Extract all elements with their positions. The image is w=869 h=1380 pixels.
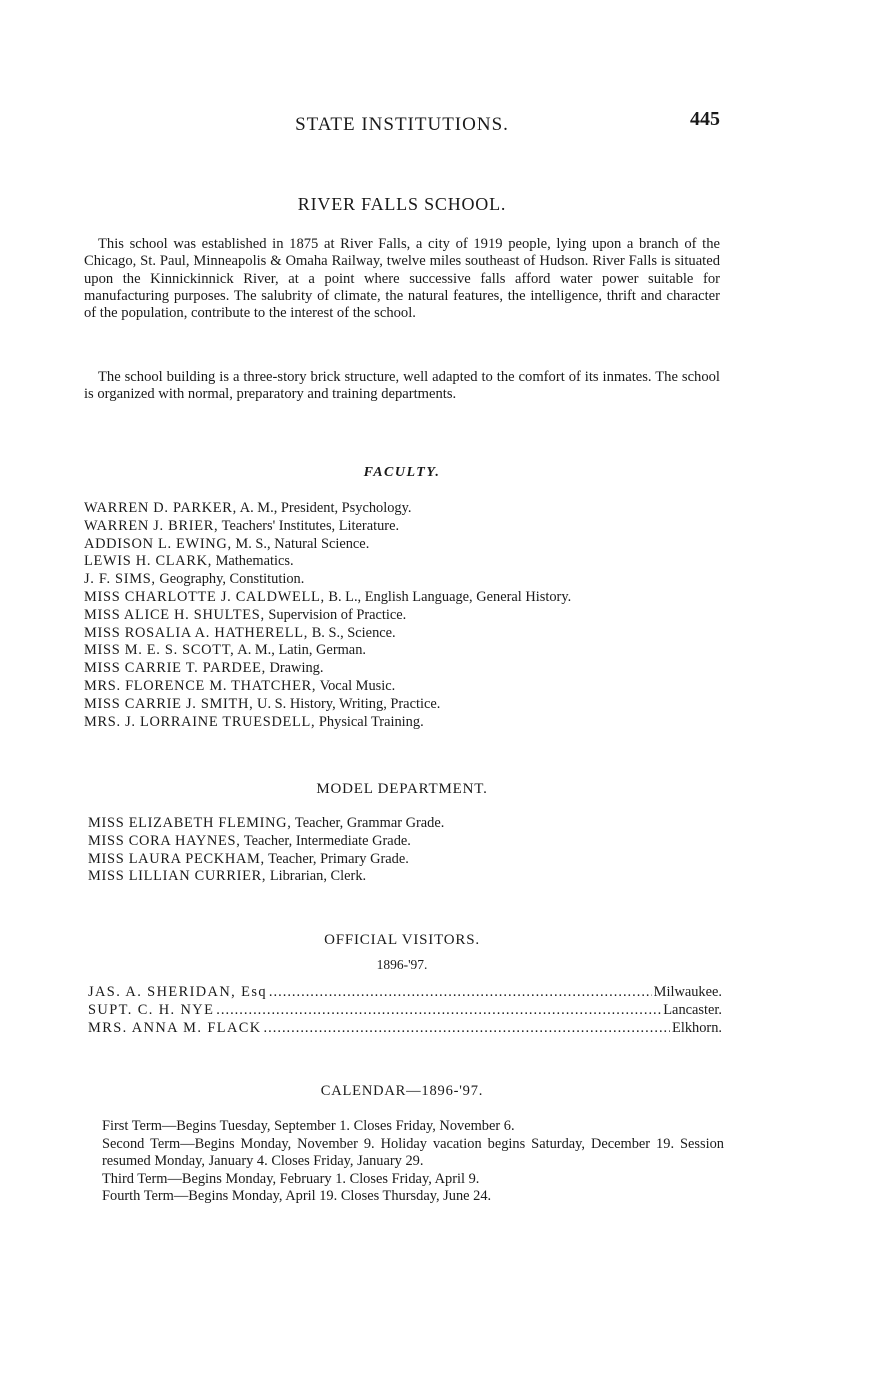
running-title: STATE INSTITUTIONS. [295, 114, 509, 135]
person-detail: A. M., President, Psychology. [239, 500, 412, 516]
person-detail: Supervision of Practice. [268, 606, 407, 623]
faculty-list [84, 500, 571, 731]
calendar-term: First Term—Begins Tuesday, September 1. Closes Friday, November 6. [102, 1118, 515, 1134]
model-department-member [88, 851, 444, 869]
visitor-row [88, 1002, 722, 1020]
person-detail: Teacher, Grammar Grade. [294, 815, 445, 831]
faculty-member [84, 642, 571, 660]
page-title: RIVER FALLS SCHOOL. [297, 194, 507, 214]
model-department-heading: MODEL DEPARTMENT. [316, 781, 488, 797]
person-detail: Librarian, Clerk. [269, 868, 367, 885]
person-detail: A. M., Latin, German. [237, 642, 366, 659]
person-detail: B. S., Science. [311, 624, 396, 641]
visitor-place: Lancaster. [663, 1002, 722, 1018]
person-name: MISS ELIZABETH FLEMING, [88, 815, 292, 831]
person-name: MRS. FLORENCE M. THATCHER, [84, 677, 317, 694]
visitor-row [88, 984, 722, 1002]
person-detail: Physical Training. [318, 713, 424, 730]
visitor-place: Milwaukee. [653, 984, 722, 1000]
model-department-list [88, 815, 444, 886]
person-name: MRS. J. LORRAINE TRUESDELL, [84, 713, 316, 730]
leader-dots [264, 1020, 670, 1037]
person-detail: Drawing. [269, 660, 324, 677]
building-paragraph: The school building is a three-story brick structure, well adapted to the comfort of its inmates. The school is organized with normal, preparatory and training departments. [84, 369, 720, 403]
model-department-member [88, 815, 444, 833]
person-name: MISS ROSALIA A. HATHERELL, [84, 624, 309, 641]
page-header [84, 108, 720, 140]
leader-dots [216, 1002, 661, 1019]
visitor-row [88, 1020, 722, 1038]
faculty-member [84, 553, 571, 571]
calendar-term: Fourth Term—Begins Monday, April 19. Closes Thursday, June 24. [102, 1188, 492, 1205]
person-detail: Teacher, Intermediate Grade. [243, 832, 411, 849]
faculty-member [84, 696, 571, 714]
person-name: LEWIS H. CLARK, [84, 553, 213, 570]
person-name: J. F. SIMS, [84, 571, 156, 588]
person-detail: U. S. History, Writing, Practice. [257, 695, 441, 712]
calendar-list [102, 1118, 724, 1206]
person-name: WARREN D. PARKER, [84, 500, 237, 516]
person-detail: B. L., English Language, General History. [328, 588, 572, 605]
person-name: MISS CHARLOTTE J. CALDWELL, [84, 588, 325, 605]
person-detail: Vocal Music. [319, 677, 396, 694]
person-name: ADDISON L. EWING, [84, 535, 232, 552]
visitor-name: JAS. A. SHERIDAN, Esq [88, 984, 267, 1000]
visitor-name: SUPT. C. H. NYE [88, 1002, 215, 1018]
person-name: MISS CARRIE T. PARDEE, [84, 660, 266, 677]
faculty-member [84, 536, 571, 554]
person-name: MISS LAURA PECKHAM, [88, 850, 265, 867]
person-detail: Mathematics. [215, 553, 294, 570]
calendar-term: Second Term—Begins Monday, November 9. Holiday vacation begins Saturday, December 19. Session resumed Monday, January 4. Closes Friday, January 29. [102, 1135, 724, 1170]
person-detail: M. S., Natural Science. [235, 535, 370, 552]
person-name: MISS LILLIAN CURRIER, [88, 868, 267, 885]
person-detail: Teachers' Institutes, Literature. [221, 517, 400, 534]
faculty-member [84, 714, 571, 732]
faculty-member [84, 518, 571, 536]
person-name: MISS CARRIE J. SMITH, [84, 695, 254, 712]
faculty-heading: FACULTY. [363, 465, 441, 480]
official-visitors-heading: OFFICIAL VISITORS. [324, 932, 480, 948]
person-name: MISS M. E. S. SCOTT, [84, 642, 235, 659]
model-department-member [88, 833, 444, 851]
calendar-heading: CALENDAR—1896-'97. [320, 1083, 484, 1099]
person-name: WARREN J. BRIER, [84, 517, 219, 534]
leader-dots [269, 984, 652, 1001]
visitor-place: Elkhorn. [672, 1020, 722, 1036]
faculty-member [84, 660, 571, 678]
model-department-member [88, 868, 444, 886]
intro-paragraph: This school was established in 1875 at River Falls, a city of 1919 people, lying upon a branch of the Chicago, St. Paul, Minneapolis & Omaha Railway, twelve miles southeast of Hudson. River Falls is situated upon the Kinnickinnick River, at a point where successive falls afford water power suitable for manufacturing purposes. The salubrity of climate, the natural features, the intelligence, thrift and character of the population, contribute to the interest of the school. [84, 236, 720, 322]
faculty-member [84, 571, 571, 589]
faculty-member [84, 678, 571, 696]
faculty-member [84, 589, 571, 607]
person-detail: Teacher, Primary Grade. [268, 850, 409, 867]
faculty-member [84, 625, 571, 643]
calendar-term: Third Term—Begins Monday, February 1. Closes Friday, April 9. [102, 1170, 480, 1187]
person-name: MISS CORA HAYNES, [88, 832, 241, 849]
page-number: 445 [690, 108, 720, 130]
faculty-member [84, 500, 571, 518]
person-detail: Geography, Constitution. [159, 571, 305, 588]
faculty-member [84, 607, 571, 625]
visitors-year: 1896-'97. [376, 957, 428, 972]
person-name: MISS ALICE H. SHULTES, [84, 606, 265, 623]
visitor-name: MRS. ANNA M. FLACK [88, 1020, 262, 1036]
